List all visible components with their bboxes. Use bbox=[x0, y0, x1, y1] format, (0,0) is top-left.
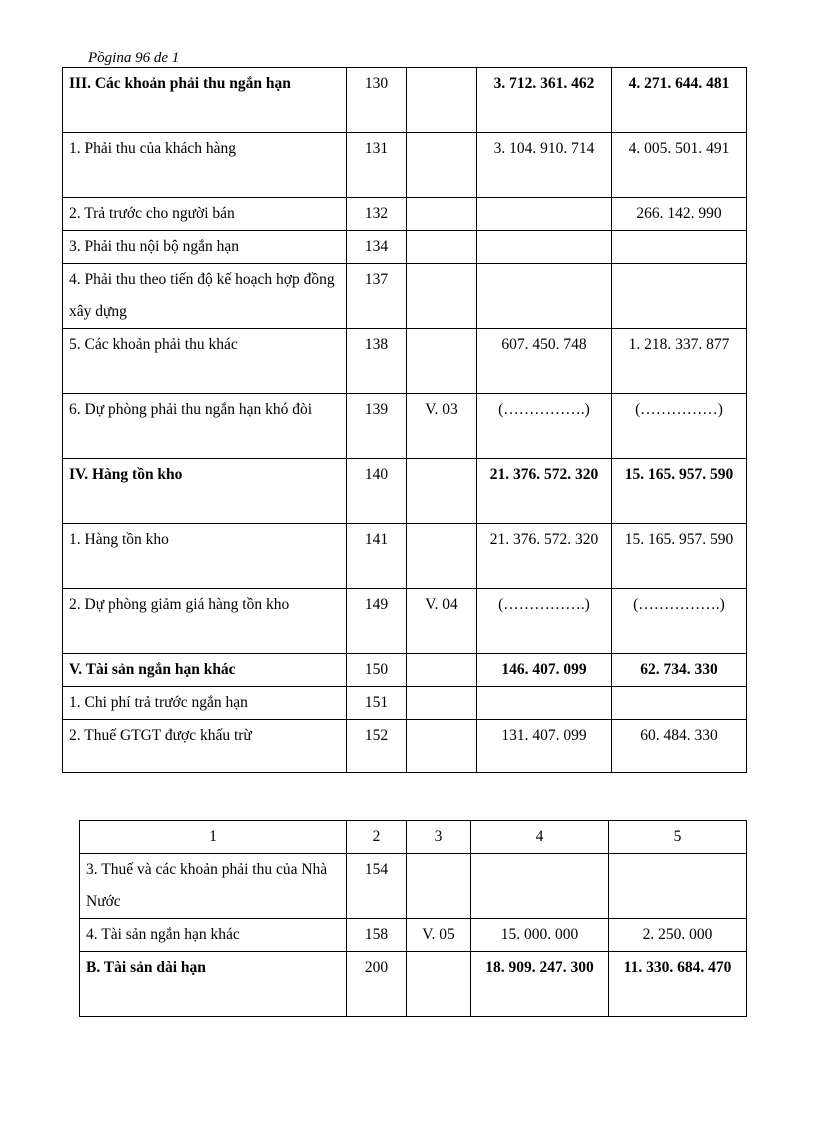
row-value-current: 131. 407. 099 bbox=[477, 720, 612, 773]
row-value-prior: 60. 484. 330 bbox=[612, 720, 747, 773]
row-code: 152 bbox=[347, 720, 407, 773]
row-note bbox=[407, 264, 477, 329]
table-row bbox=[63, 720, 747, 773]
row-name: 2. Thuế GTGT được khấu trừ bbox=[63, 720, 347, 773]
table-row bbox=[63, 687, 747, 720]
row-name: 4. Tài sản ngắn hạn khác bbox=[80, 919, 347, 952]
table-row bbox=[80, 854, 747, 919]
row-code: 151 bbox=[347, 687, 407, 720]
row-value-current bbox=[477, 687, 612, 720]
table-row bbox=[63, 524, 747, 589]
row-name: III. Các khoản phải thu ngắn hạn bbox=[63, 68, 347, 133]
row-name: 1. Chi phí trả trước ngắn hạn bbox=[63, 687, 347, 720]
row-code: 134 bbox=[347, 231, 407, 264]
row-value-prior: 11. 330. 684. 470 bbox=[609, 952, 747, 1017]
row-note bbox=[407, 654, 477, 687]
row-note bbox=[407, 952, 471, 1017]
table-row bbox=[63, 654, 747, 687]
column-header: 1 bbox=[80, 821, 347, 854]
column-header: 4 bbox=[471, 821, 609, 854]
row-name: IV. Hàng tồn kho bbox=[63, 459, 347, 524]
row-note bbox=[407, 687, 477, 720]
column-header: 3 bbox=[407, 821, 471, 854]
row-value-current bbox=[477, 198, 612, 231]
row-name: 3. Thuế và các khoản phải thu của Nhà Nước bbox=[80, 854, 347, 919]
row-note bbox=[407, 198, 477, 231]
row-value-current bbox=[477, 231, 612, 264]
row-name: B. Tài sản dài hạn bbox=[80, 952, 347, 1017]
row-name: 2. Dự phòng giảm giá hàng tồn kho bbox=[63, 589, 347, 654]
row-value-current: (…………….) bbox=[477, 394, 612, 459]
row-value-prior: 62. 734. 330 bbox=[612, 654, 747, 687]
row-code: 149 bbox=[347, 589, 407, 654]
table-header-row bbox=[80, 821, 747, 854]
row-value-prior bbox=[609, 854, 747, 919]
row-name: 3. Phải thu nội bộ ngắn hạn bbox=[63, 231, 347, 264]
row-value-current: 21. 376. 572. 320 bbox=[477, 524, 612, 589]
row-value-prior bbox=[612, 264, 747, 329]
balance-sheet-table-2 bbox=[79, 820, 747, 1017]
row-note: V. 03 bbox=[407, 394, 477, 459]
row-value-prior: 2. 250. 000 bbox=[609, 919, 747, 952]
row-value-current: (…………….) bbox=[477, 589, 612, 654]
row-note bbox=[407, 68, 477, 133]
page-header: Pồgina 96 de 1 bbox=[88, 50, 180, 66]
row-note bbox=[407, 524, 477, 589]
row-note: V. 04 bbox=[407, 589, 477, 654]
table-row bbox=[63, 198, 747, 231]
row-value-prior bbox=[612, 687, 747, 720]
row-note bbox=[407, 329, 477, 394]
table-row bbox=[80, 952, 747, 1017]
table-row bbox=[63, 231, 747, 264]
row-code: 154 bbox=[347, 854, 407, 919]
row-note bbox=[407, 459, 477, 524]
row-code: 137 bbox=[347, 264, 407, 329]
table-row bbox=[63, 264, 747, 329]
row-code: 132 bbox=[347, 198, 407, 231]
row-code: 141 bbox=[347, 524, 407, 589]
balance-sheet-table-1 bbox=[62, 67, 747, 773]
table-row bbox=[63, 68, 747, 133]
row-value-prior: (…………….) bbox=[612, 589, 747, 654]
row-name: 5. Các khoản phải thu khác bbox=[63, 329, 347, 394]
row-value-current bbox=[477, 264, 612, 329]
row-value-current: 21. 376. 572. 320 bbox=[477, 459, 612, 524]
row-value-prior: 4. 005. 501. 491 bbox=[612, 133, 747, 198]
row-note bbox=[407, 854, 471, 919]
row-value-current: 18. 909. 247. 300 bbox=[471, 952, 609, 1017]
table-row bbox=[80, 919, 747, 952]
table-row bbox=[63, 589, 747, 654]
row-code: 158 bbox=[347, 919, 407, 952]
row-value-current: 146. 407. 099 bbox=[477, 654, 612, 687]
row-value-current: 3. 104. 910. 714 bbox=[477, 133, 612, 198]
row-name: 1. Phải thu của khách hàng bbox=[63, 133, 347, 198]
row-name: V. Tài sản ngắn hạn khác bbox=[63, 654, 347, 687]
table-row bbox=[63, 133, 747, 198]
column-header: 2 bbox=[347, 821, 407, 854]
row-value-prior: 15. 165. 957. 590 bbox=[612, 524, 747, 589]
table-row bbox=[63, 394, 747, 459]
row-name: 6. Dự phòng phải thu ngắn hạn khó đòi bbox=[63, 394, 347, 459]
row-value-current: 3. 712. 361. 462 bbox=[477, 68, 612, 133]
row-value-prior: (……………) bbox=[612, 394, 747, 459]
row-code: 140 bbox=[347, 459, 407, 524]
row-note bbox=[407, 720, 477, 773]
row-code: 130 bbox=[347, 68, 407, 133]
table-row bbox=[63, 329, 747, 394]
row-code: 131 bbox=[347, 133, 407, 198]
row-name: 4. Phải thu theo tiến độ kế hoạch hợp đồng xây dựng bbox=[63, 264, 347, 329]
row-note bbox=[407, 231, 477, 264]
row-name: 2. Trả trước cho người bán bbox=[63, 198, 347, 231]
row-value-prior bbox=[612, 231, 747, 264]
row-note bbox=[407, 133, 477, 198]
column-header: 5 bbox=[609, 821, 747, 854]
row-value-current bbox=[471, 854, 609, 919]
row-value-prior: 266. 142. 990 bbox=[612, 198, 747, 231]
row-note: V. 05 bbox=[407, 919, 471, 952]
row-value-prior: 4. 271. 644. 481 bbox=[612, 68, 747, 133]
row-value-current: 15. 000. 000 bbox=[471, 919, 609, 952]
row-value-prior: 1. 218. 337. 877 bbox=[612, 329, 747, 394]
row-code: 138 bbox=[347, 329, 407, 394]
table-row bbox=[63, 459, 747, 524]
row-code: 139 bbox=[347, 394, 407, 459]
row-name: 1. Hàng tồn kho bbox=[63, 524, 347, 589]
row-code: 200 bbox=[347, 952, 407, 1017]
row-value-prior: 15. 165. 957. 590 bbox=[612, 459, 747, 524]
row-value-current: 607. 450. 748 bbox=[477, 329, 612, 394]
row-code: 150 bbox=[347, 654, 407, 687]
